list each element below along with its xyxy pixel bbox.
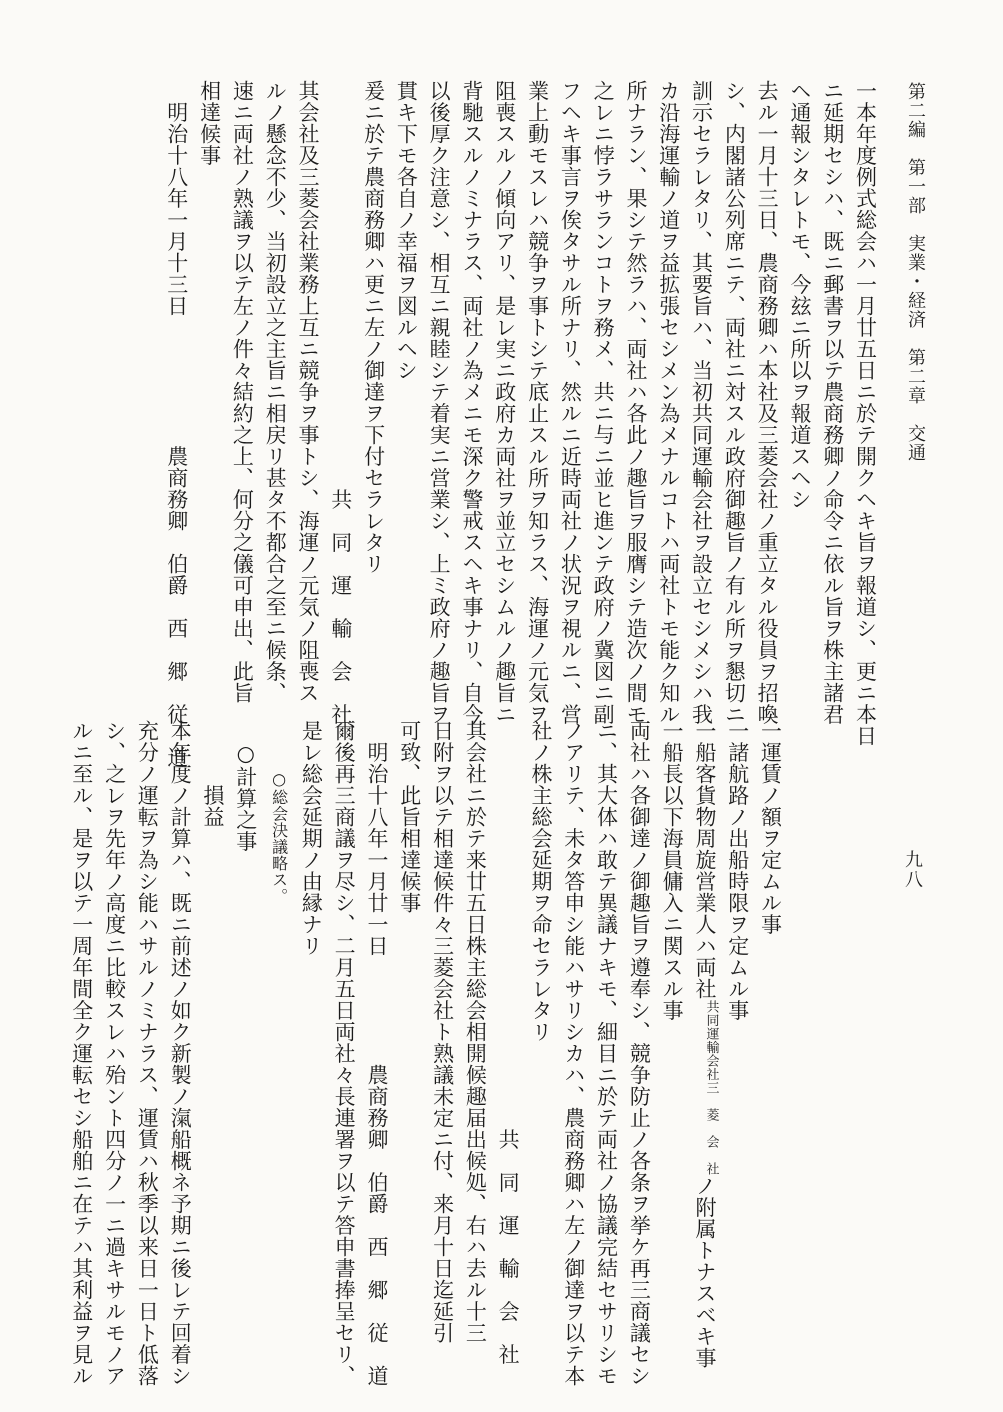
section-heading: ○計算之事 xyxy=(233,720,258,852)
text-column: 訓示セラレタリ、其要旨ハ、当初共同運輸会社ヲ設立セシメシハ我 xyxy=(689,80,714,725)
text-column: ノアリテ、未タ答申シ能ハサリシカハ、農商務卿ハ左ノ御達ヲ以テ本 xyxy=(561,720,586,1387)
text-column: 其会社及三菱会社業務上互ニ競争ヲ事トシ、海運ノ元気ノ阻喪ス xyxy=(295,80,320,704)
lower-text-block xyxy=(65,720,787,1387)
text-column: 速ニ両社ノ熟議ヲ以テ左ノ件々結約之上、何分之儀可申出、此旨 xyxy=(230,80,255,704)
text-column: 社ノ株主総会延期ヲ命セラレタリ xyxy=(528,720,553,1043)
text-column: カ沿海運輸ノ道ヲ益拡張セシメン為メナルコトハ両社トモ能ク知ル xyxy=(656,80,681,725)
text-column: ニ、其大体ハ敢テ異議ナキモ、細目ニ於テ両社ノ協議完結セサリシモ xyxy=(594,720,619,1387)
company-kyodo: 共同運輸会社 xyxy=(703,999,719,1081)
text-column: 是レ総会延期ノ由縁ナリ xyxy=(299,720,324,957)
company-pair xyxy=(703,1000,717,1176)
signature-column: 共 同 運 輸 会 社 xyxy=(496,720,521,1365)
text-column: 日附ヲ以テ相達候件々三菱会社ト熟議未定ニ付、来月十日迄延引 xyxy=(430,720,455,1344)
page-number: 九八 xyxy=(902,850,923,890)
text-column: フヘキ事言ヲ俟タサル所ナリ、然ルニ近時両社ノ状況ヲ視ルニ、営 xyxy=(558,80,583,725)
text-column: 可致、此旨相達候事 xyxy=(397,720,422,914)
date-signature-column: 明治十八年一月十三日 農商務卿 伯爵 西 郷 従 道 xyxy=(164,80,189,768)
running-header: 第二編 第一部 実業・経済 第二章 交通 xyxy=(905,82,926,462)
text-column: 背馳スルノミナラス、両社ノ為メニモ深ク警戒スヘキ事ナリ、自今 xyxy=(459,80,484,725)
text-column: 所ナラン、果シテ然ラハ、両社ハ各此ノ趣旨ヲ服膺シテ造次ノ間モ xyxy=(623,80,648,725)
text-column: 爾後再三商議ヲ尽シ、二月五日両社々長連署ヲ以テ答申書捧呈セリ、 xyxy=(332,720,357,1387)
text-column: 貫キ下モ各自ノ幸福ヲ図ルヘシ xyxy=(394,80,419,381)
text-column: 去ル一月十三日、農商務卿ハ本社及三菱会社ノ重立タル役員ヲ招喚 xyxy=(755,80,780,725)
item-agents-tail: ノ附属トナスベキ事 xyxy=(692,1175,717,1369)
text-column: シ、内閣諸公列席ニテ、両社ニ対スル政府御趣旨ノ有ル所ヲ懇切ニ xyxy=(722,80,747,725)
item-agents xyxy=(688,720,721,1369)
text-column: ルノ懸念不少、当初設立之主旨ニ相戻リ甚タ不都合之至ニ候条、 xyxy=(263,80,288,704)
text-column: 之レニ悖ラサランコトヲ務メ、共ニ与ニ並ヒ進ンテ政府ノ冀図ニ副 xyxy=(591,80,616,725)
text-column: 両社ハ各御達ノ御趣旨ヲ遵奉シ、競争防止ノ各条ヲ挙ケ再三商議セシ xyxy=(627,720,652,1387)
text-column: ルニ至ル、是ヲ以テ一周年間全ク運転セシ船舶ニ在テハ其利益ヲ見ル xyxy=(69,720,94,1387)
date-signature-column: 明治十八年一月廿一日 農商務卿 伯爵 西 郷 従 道 xyxy=(364,720,389,1387)
company-mitsubishi: 三 菱 会 社 xyxy=(703,1080,719,1175)
text-column: シ、之レヲ先年ノ高度ニ比較スレハ殆ント四分ノ一ニ過キサルモノア xyxy=(102,720,127,1387)
text-column: 業上動モスレハ競争ヲ事トシテ底止スル所ヲ知ラス、海運ノ元気ヲ xyxy=(525,80,550,725)
text-column: 充分ノ運転ヲ為シ能ハサルノミナラス、運賃ハ秋季以来日一日ト低落 xyxy=(135,720,160,1387)
signature-column: 共 同 運 輸 会 社 xyxy=(328,80,353,725)
text-column: ニ延期セシハ、既ニ郵書ヲ以テ農商務卿ノ命令ニ依ル旨ヲ株主諸君 xyxy=(820,80,845,725)
text-column: 以後厚ク注意シ、相互ニ親睦シテ着実ニ営業シ、上ミ政府ノ趣旨ヲ xyxy=(427,80,452,725)
text-column: 相達候事 xyxy=(197,80,222,166)
editorial-note: ○総会決議略ス。 xyxy=(269,720,289,905)
text-column: 一本年度例式総会ハ一月廿五日ニ於テ開クヘキ旨ヲ報道シ、更ニ本日 xyxy=(853,80,878,747)
text-column: 阻喪スルノ傾向アリ、是レ実ニ政府カ両社ヲ並立セシムルノ趣旨ニ xyxy=(492,80,517,725)
text-column: 一船長以下海員傭入ニ関スル事 xyxy=(660,720,685,1021)
item-freight: 一運賃ノ額ヲ定ムル事 xyxy=(758,720,783,935)
text-column: ヘ通報シタレトモ、今玆ニ所以ヲ報道スヘシ xyxy=(787,80,812,510)
item-departure: 一諸航路ノ出船時限ヲ定ムル事 xyxy=(725,720,750,1021)
upper-text-block xyxy=(160,80,882,768)
text-column: 爰ニ於テ農商務卿ハ更ニ左ノ御達ヲ下付セラレタリ xyxy=(361,80,386,575)
text-column: 其会社ニ於テ来廿五日株主総会相開候趣届出候処、右ハ去ル十三 xyxy=(463,720,488,1344)
subheading: 損益 xyxy=(200,720,225,828)
item-agents-text: 一船客貨物周旋営業人ハ両社 xyxy=(692,720,717,1000)
text-column: 本年度ノ計算ハ、既ニ前述ノ如ク新製ノ滊船概ネ予期ニ後レテ回着シ xyxy=(168,720,193,1387)
